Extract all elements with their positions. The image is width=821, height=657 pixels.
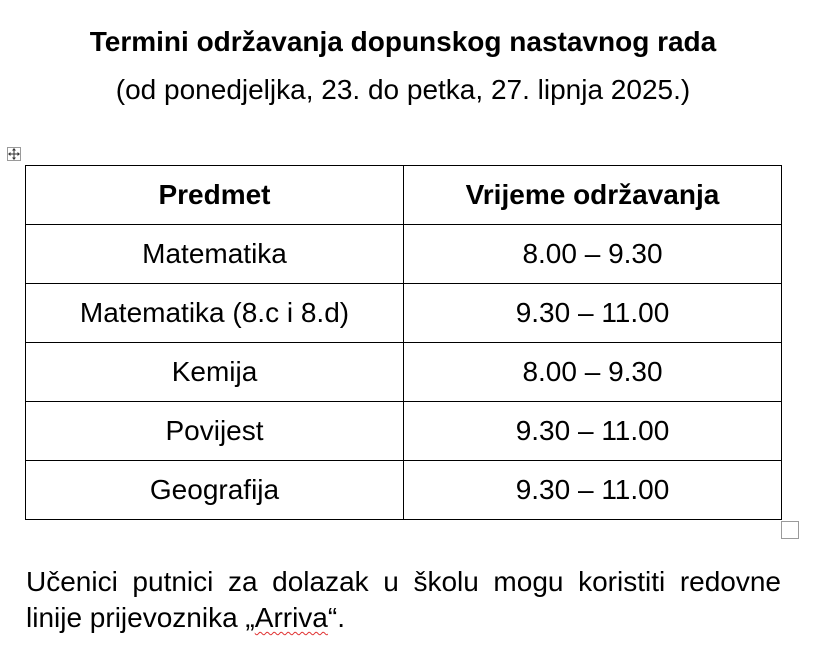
spellcheck-flagged-word[interactable]: Arriva (254, 602, 328, 633)
subject-cell: Matematika (26, 225, 404, 284)
table-header-row (26, 166, 782, 225)
note-text: Učenici putnici za dolazak u školu mogu koristiti redovne linije prijevoznika „ (26, 566, 781, 633)
subject-cell: Povijest (26, 402, 404, 461)
subject-cell: Matematika (8.c i 8.d) (26, 284, 404, 343)
schedule-table (25, 165, 782, 520)
note-text-end: “. (327, 602, 345, 633)
document-title: Termini održavanja dopunskog nastavnog rada (89, 26, 717, 57)
table-row (26, 402, 782, 461)
table-row (26, 225, 782, 284)
table-row (26, 284, 782, 343)
document-subtitle: (od ponedjeljka, 23. do petka, 27. lipnja 2025.) (115, 74, 691, 105)
time-cell: 8.00 – 9.30 (404, 343, 782, 402)
resize-square-icon[interactable] (781, 521, 799, 539)
time-cell: 9.30 – 11.00 (404, 461, 782, 520)
header-vrijeme: Vrijeme održavanja (404, 166, 782, 225)
move-arrows-icon[interactable] (7, 147, 21, 161)
time-cell: 8.00 – 9.30 (404, 225, 782, 284)
table-row (26, 461, 782, 520)
header-predmet: Predmet (26, 166, 404, 225)
time-cell: 9.30 – 11.00 (404, 402, 782, 461)
subject-cell: Kemija (26, 343, 404, 402)
table-row (26, 343, 782, 402)
time-cell: 9.30 – 11.00 (404, 284, 782, 343)
transport-note (26, 564, 781, 636)
subject-cell: Geografija (26, 461, 404, 520)
